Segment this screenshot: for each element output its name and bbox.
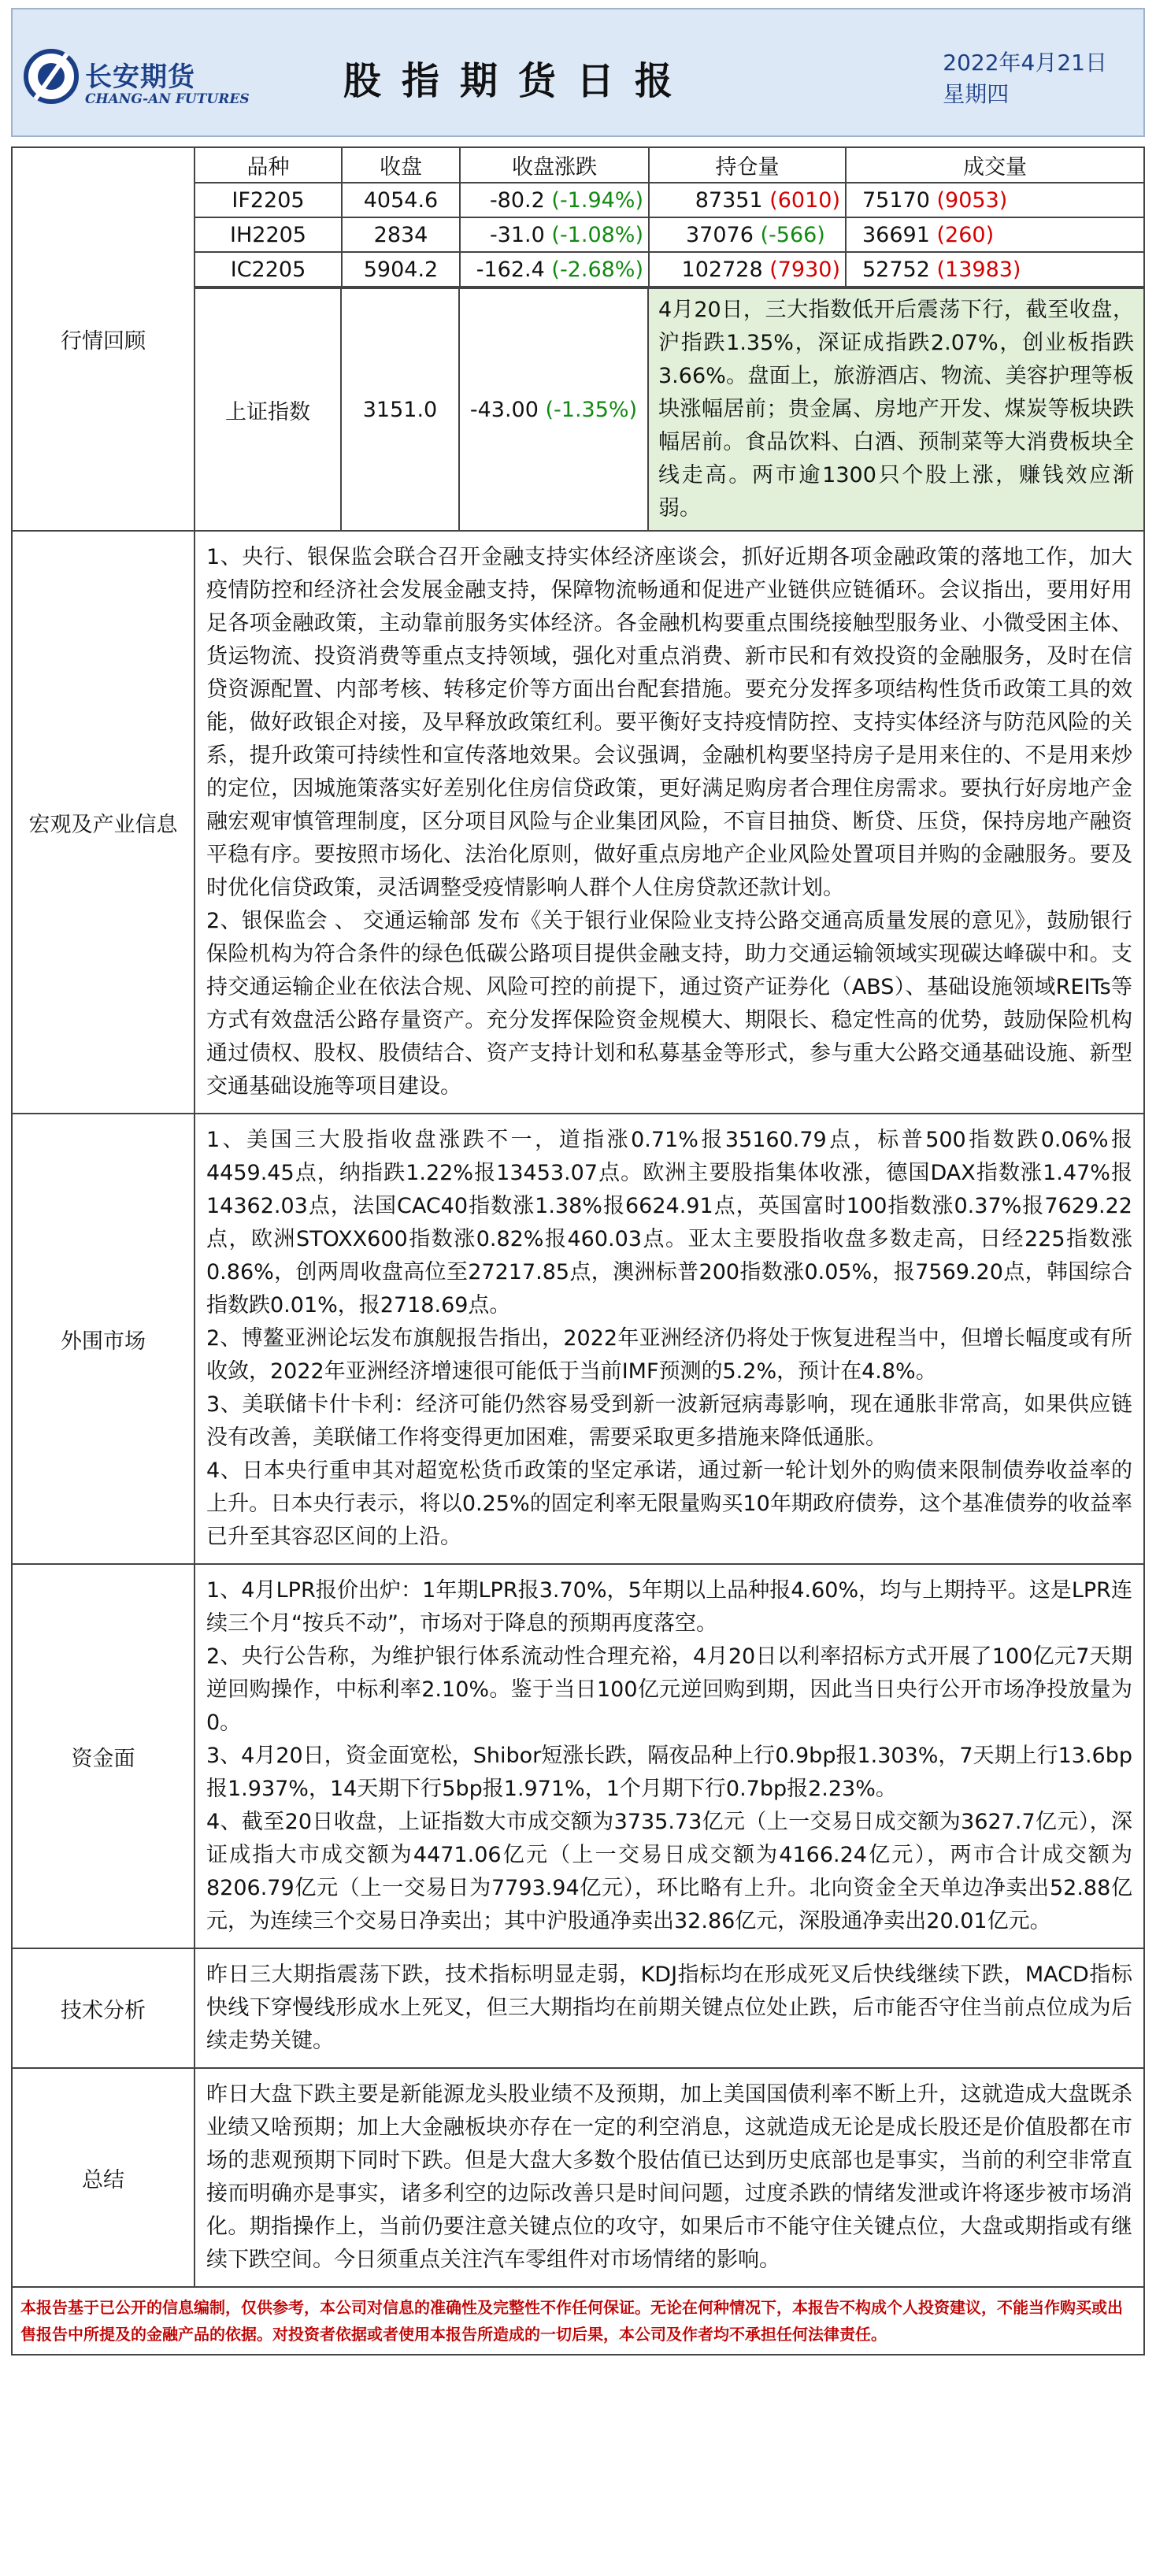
close-price: 2834	[342, 217, 460, 252]
macro-section	[11, 532, 1145, 1114]
close-price: 4054.6	[342, 183, 460, 217]
technical-section	[11, 1949, 1145, 2069]
index-change-pct: (-1.35%)	[545, 397, 638, 422]
column-header: 收盘涨跌	[460, 148, 649, 183]
report-header	[11, 8, 1145, 137]
disclaimer: 本报告基于已公开的信息编制，仅供参考，本公司对信息的准确性及完整性不作任何保证。无论在何种情况下，本报告不构成个人投资建议，不能当作购买或出售报告中所提及的金融产品的依据。对投资者依据或者使用本报告所造成的一切后果，本公司及作者均不承担任何法律责任。	[11, 2288, 1145, 2355]
paragraph: 4、截至20日收盘，上证指数大市成交额为3735.73亿元（上一交易日成交额为3627.7亿元），深证成指大市成交额为4471.06亿元（上一交易日成交额为4166.24亿元），两市合计成交额为8206.79亿元（上一交易日为7793.94亿元），环比略有上升。北向资金全天单边净卖出52.88亿元，为连续三个交易日净卖出；其中沪股通净卖出32.86亿元，深股通净卖出20.01亿元。	[206, 1810, 1132, 1933]
volume-change: (9053)	[936, 187, 1008, 213]
paragraph: 2、博鳌亚洲论坛发布旗舰报告指出，2022年亚洲经济仍将处于恢复进程当中，但增长幅度或有所收敛，2022年亚洲经济增速很可能低于当前IMF预测的5.2%，预计在4.8%。	[206, 1326, 1132, 1384]
index-close: 3151.0	[342, 289, 460, 530]
close-change-pct: (-1.94%)	[551, 187, 643, 213]
overseas-content	[195, 1114, 1143, 1563]
market-review-section	[11, 146, 1145, 532]
close-change: -80.2 (-1.94%)	[460, 183, 649, 217]
section-label-funds: 资金面	[13, 1565, 195, 1948]
open-interest-change: (7930)	[769, 257, 840, 282]
paragraph: 2、央行公告称，为维护银行体系流动性合理充裕，4月20日以利率招标方式开展了100亿元7天期逆回购操作，中标利率2.10%。鉴于当日100亿元逆回购到期，因此当日央行公开市场净投放量为0。	[206, 1644, 1132, 1735]
paragraph: 1、美国三大股指收盘涨跌不一，道指涨0.71%报35160.79点，标普500指数跌0.06%报4459.45点，纳指跌1.22%报13453.07点。欧洲主要股指集体收涨，德国DAX指数涨1.47%报14362.03点，法国CAC40指数涨1.38%报6624.91点，英国富时100指数涨0.37%报7629.22点，欧洲STOXX600指数涨0.82%报460.03点。亚太主要股指收盘多数走高，日经225指数涨0.86%，创两周收盘高位至27217.85点，澳洲标普200指数涨0.05%，报7569.20点，韩国综合指数跌0.01%，报2718.69点。	[206, 1128, 1132, 1318]
section-label-market: 行情回顾	[13, 148, 195, 530]
overseas-section	[11, 1114, 1145, 1565]
index-change: -43.00 (-1.35%)	[460, 289, 649, 530]
open-interest-change: (6010)	[769, 187, 840, 213]
paragraph: 2、银保监会 、 交通运输部 发布《关于银行业保险业支持公路交通高质量发展的意见》，鼓励银行保险机构为符合条件的绿色低碳公路项目提供金融支持，助力交通运输领域实现碳达峰碳中和。支持交通运输企业在依法合规、风险可控的前提下，通过资产证券化（ABS）、基础设施领域REITs等方式有效盘活公路存量资产。充分发挥保险资金规模大、期限长、稳定性高的优势，鼓励保险机构通过债权、股权、股债结合、资产支持计划和私募基金等形式，参与重大公路交通基础设施、新型交通基础设施等项目建设。	[206, 909, 1132, 1099]
close-change-pct: (-1.08%)	[551, 222, 643, 247]
section-label-summary: 总结	[13, 2069, 195, 2286]
open-interest: 37076 (-566)	[649, 217, 846, 252]
close-price: 5904.2	[342, 252, 460, 287]
index-name: 上证指数	[195, 289, 342, 530]
contract-name: IC2205	[195, 252, 342, 287]
contract-name: IF2205	[195, 183, 342, 217]
summary-content	[195, 2069, 1143, 2286]
contract-name: IH2205	[195, 217, 342, 252]
close-change-pct: (-2.68%)	[551, 257, 643, 282]
column-header: 品种	[195, 148, 342, 183]
open-interest: 102728 (7930)	[649, 252, 846, 287]
paragraph: 1、4月LPR报价出炉：1年期LPR报3.70%，5年期以上品种报4.60%，均与上期持平。这是LPR连续三个月“按兵不动”，市场对于降息的预期再度落空。	[206, 1578, 1132, 1636]
macro-content	[195, 532, 1143, 1113]
column-header: 收盘	[342, 148, 460, 183]
paragraph: 4、日本央行重申其对超宽松货币政策的坚定承诺，通过新一轮计划外的购债来限制债券收益率的上升。日本央行表示，将以0.25%的固定利率无限量购买10年期政府债券，这个基准债券的收益率已升至其容忍区间的上沿。	[206, 1458, 1132, 1549]
report-date-block	[943, 47, 1107, 110]
paragraph: 1、央行、银保监会联合召开金融支持实体经济座谈会，抓好近期各项金融政策的落地工作，加大疫情防控和经济社会发展金融支持，保障物流畅通和促进产业链供应链循环。会议指出，要用好用足各项金融政策，主动靠前服务实体经济。各金融机构要重点围绕接触型服务业、小微受困主体、货运物流、投资消费等重点支持领域，强化对重点消费、新市民和有效投资的金融服务，及时在信贷资源配置、内部考核、转移定价等方面出台配套措施。要充分发挥多项结构性货币政策工具的效能，做好政银企对接，及早释放政策红利。要平衡好支持疫情防控、支持实体经济与防范风险的关系，提升政策可持续性和宣传落地效果。会议强调，金融机构要坚持房子是用来住的、不是用来炒的定位，因城施策落实好差别化住房信贷政策，更好满足购房者合理住房需求。要执行好房地产金融宏观审慎管理制度，区分项目风险与企业集团风险，不盲目抽贷、断贷、压贷，保持房地产融资平稳有序。要按照市场化、法治化原则，做好重点房地产企业风险处置项目并购的金融服务。要及时优化信贷政策，灵活调整受疫情影响人群个人住房贷款还款计划。	[206, 545, 1132, 900]
open-interest: 87351 (6010)	[649, 183, 846, 217]
funds-section	[11, 1565, 1145, 1949]
section-label-overseas: 外围市场	[13, 1114, 195, 1563]
paragraph: 昨日三大期指震荡下跌，技术指标明显走弱，KDJ指标均在形成死叉后快线继续下跌，MACD指标快线下穿慢线形成水上死叉，但三大期指均在前期关键点位处止跌，后市能否守住当前点位成为后续走势关键。	[206, 1963, 1132, 2053]
paragraph: 3、美联储卡什卡利：经济可能仍然容易受到新一波新冠病毒影响，现在通胀非常高，如果供应链没有改善，美联储工作将变得更加困难，需要采取更多措施来降低通胀。	[206, 1392, 1132, 1450]
table-row	[195, 183, 1143, 217]
futures-quote-table	[195, 148, 1143, 287]
column-header: 持仓量	[649, 148, 846, 183]
paragraph: 昨日大盘下跌主要是新能源龙头股业绩不及预期，加上美国国债利率不断上升，这就造成大盘既杀业绩又啥预期；加上大金融板块亦存在一定的利空消息，这就造成无论是成长股还是价值股都在市场的悲观预期下同时下跌。但是大盘大多数个股估值已达到历史底部也是事实，当前的利空非常直接而明确亦是事实，诸多利空的边际改善只是时间问题，过度杀跌的情绪发泄或许将逐步被市场消化。期指操作上，当前仍要注意关键点位的攻守，如果后市不能守住关键点位，大盘或期指或有继续下跌空间。今日须重点关注汽车零组件对市场情绪的影响。	[206, 2082, 1132, 2272]
technical-content	[195, 1949, 1143, 2067]
section-label-technical: 技术分析	[13, 1949, 195, 2067]
company-logo	[17, 33, 250, 120]
logo-emblem-icon	[24, 49, 79, 104]
column-header: 成交量	[846, 148, 1143, 183]
volume-change: (260)	[936, 222, 995, 247]
report-title: 股指期货日报	[343, 59, 694, 103]
logo-english-name: CHANG-AN FUTURES	[85, 91, 250, 107]
shanghai-index-row	[195, 287, 1143, 530]
logo-chinese-name: 长安期货	[85, 61, 195, 93]
report-weekday: 星期四	[943, 81, 1010, 107]
table-header-row	[195, 148, 1143, 183]
paragraph: 3、4月20日，资金面宽松，Shibor短涨长跌，隔夜品种上行0.9bp报1.303%，7天期上行13.6bp报1.937%，14天期下行5bp报1.971%，1个月期下行0.7bp报2.23%。	[206, 1744, 1132, 1801]
volume: 52752 (13983)	[846, 252, 1143, 287]
close-change: -31.0 (-1.08%)	[460, 217, 649, 252]
market-comment: 4月20日，三大指数低开后震荡下行，截至收盘，沪指跌1.35%，深证成指跌2.07%，创业板指跌3.66%。盘面上，旅游酒店、物流、美容护理等板块涨幅居前；贵金属、房地产开发、煤炭等板块跌幅居前。食品饮料、白酒、预制菜等大消费板块全线走高。两市逾1300只个股上涨，赚钱效应渐弱。	[649, 289, 1143, 530]
close-change: -162.4 (-2.68%)	[460, 252, 649, 287]
table-row	[195, 217, 1143, 252]
report-date: 2022年4月21日	[943, 50, 1107, 76]
table-row	[195, 252, 1143, 287]
volume-change: (13983)	[936, 257, 1021, 282]
market-table-area	[195, 148, 1143, 530]
volume: 75170 (9053)	[846, 183, 1143, 217]
open-interest-change: (-566)	[760, 222, 825, 247]
report-page	[11, 8, 1145, 2355]
section-label-macro: 宏观及产业信息	[13, 532, 195, 1113]
summary-section	[11, 2069, 1145, 2288]
funds-content	[195, 1565, 1143, 1948]
volume: 36691 (260)	[846, 217, 1143, 252]
